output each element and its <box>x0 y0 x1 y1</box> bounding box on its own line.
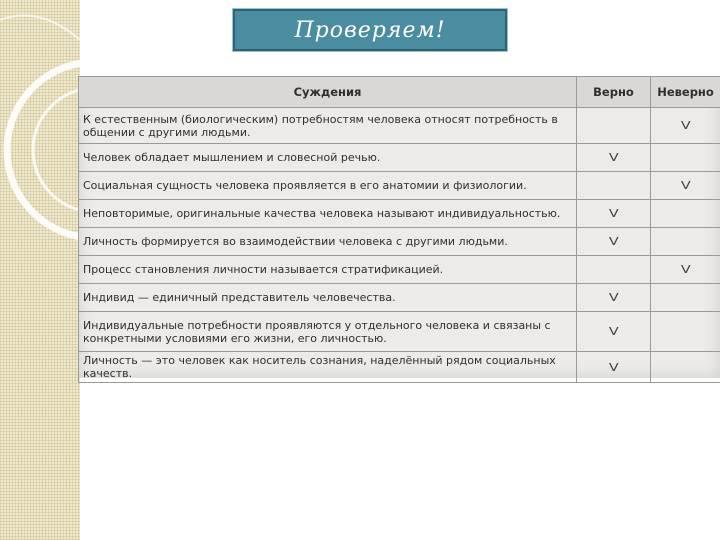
table-row <box>79 108 720 144</box>
answers-table-image <box>78 76 720 378</box>
table-row <box>79 144 720 172</box>
check-mark: V <box>608 291 619 304</box>
true-mark-cell <box>577 172 651 200</box>
false-mark-cell <box>651 144 720 172</box>
true-mark-cell <box>577 200 651 228</box>
statement-cell: Неповторимые, оригинальные качества человека называют индивидуальностью. <box>79 200 577 228</box>
statement-cell: К естественным (биологическим) потребностям человека относят потребность в общении с другими людьми. <box>79 108 577 144</box>
false-mark-cell <box>651 312 720 352</box>
table-row <box>79 172 720 200</box>
check-mark: V <box>680 119 691 132</box>
answers-table <box>78 76 720 383</box>
statement-cell: Личность — это человек как носитель сознания, наделённый рядом социальных качеств. <box>79 352 577 383</box>
check-mark: V <box>680 263 691 276</box>
decorative-side-panel <box>0 0 80 540</box>
statement-cell: Социальная сущность человека проявляется в его анатомии и физиологии. <box>79 172 577 200</box>
table-header-row <box>79 77 720 108</box>
false-mark-cell <box>651 284 720 312</box>
check-mark: V <box>608 235 619 248</box>
check-mark: V <box>680 179 691 192</box>
statement-cell: Индивид — единичный представитель человечества. <box>79 284 577 312</box>
header-false: Неверно <box>651 77 720 108</box>
slide-title-box <box>233 9 507 51</box>
true-mark-cell <box>577 256 651 284</box>
false-mark-cell <box>651 172 720 200</box>
true-mark-cell <box>577 352 651 383</box>
false-mark-cell <box>651 200 720 228</box>
check-mark: V <box>608 151 619 164</box>
table-row <box>79 352 720 383</box>
table-row <box>79 256 720 284</box>
check-mark: V <box>608 325 619 338</box>
slide-title: Проверяем! <box>294 17 446 43</box>
false-mark-cell <box>651 352 720 383</box>
false-mark-cell <box>651 256 720 284</box>
check-mark: V <box>608 360 619 374</box>
true-mark-cell <box>577 144 651 172</box>
false-mark-cell <box>651 108 720 144</box>
header-true: Верно <box>577 77 651 108</box>
statement-cell: Процесс становления личности называется стратификацией. <box>79 256 577 284</box>
statement-cell: Индивидуальные потребности проявляются у отдельного человека и связаны с конкретными условиями его жизни, его личностью. <box>79 312 577 352</box>
table-row <box>79 284 720 312</box>
check-mark: V <box>608 207 619 220</box>
statement-cell: Личность формируется во взаимодействии человека с другими людьми. <box>79 228 577 256</box>
statement-cell: Человек обладает мышлением и словесной речью. <box>79 144 577 172</box>
true-mark-cell <box>577 228 651 256</box>
true-mark-cell <box>577 108 651 144</box>
true-mark-cell <box>577 284 651 312</box>
false-mark-cell <box>651 228 720 256</box>
table-row <box>79 312 720 352</box>
table-row <box>79 228 720 256</box>
table-row <box>79 200 720 228</box>
decorative-arcs-icon <box>0 0 80 540</box>
header-statement: Суждения <box>79 77 577 108</box>
true-mark-cell <box>577 312 651 352</box>
